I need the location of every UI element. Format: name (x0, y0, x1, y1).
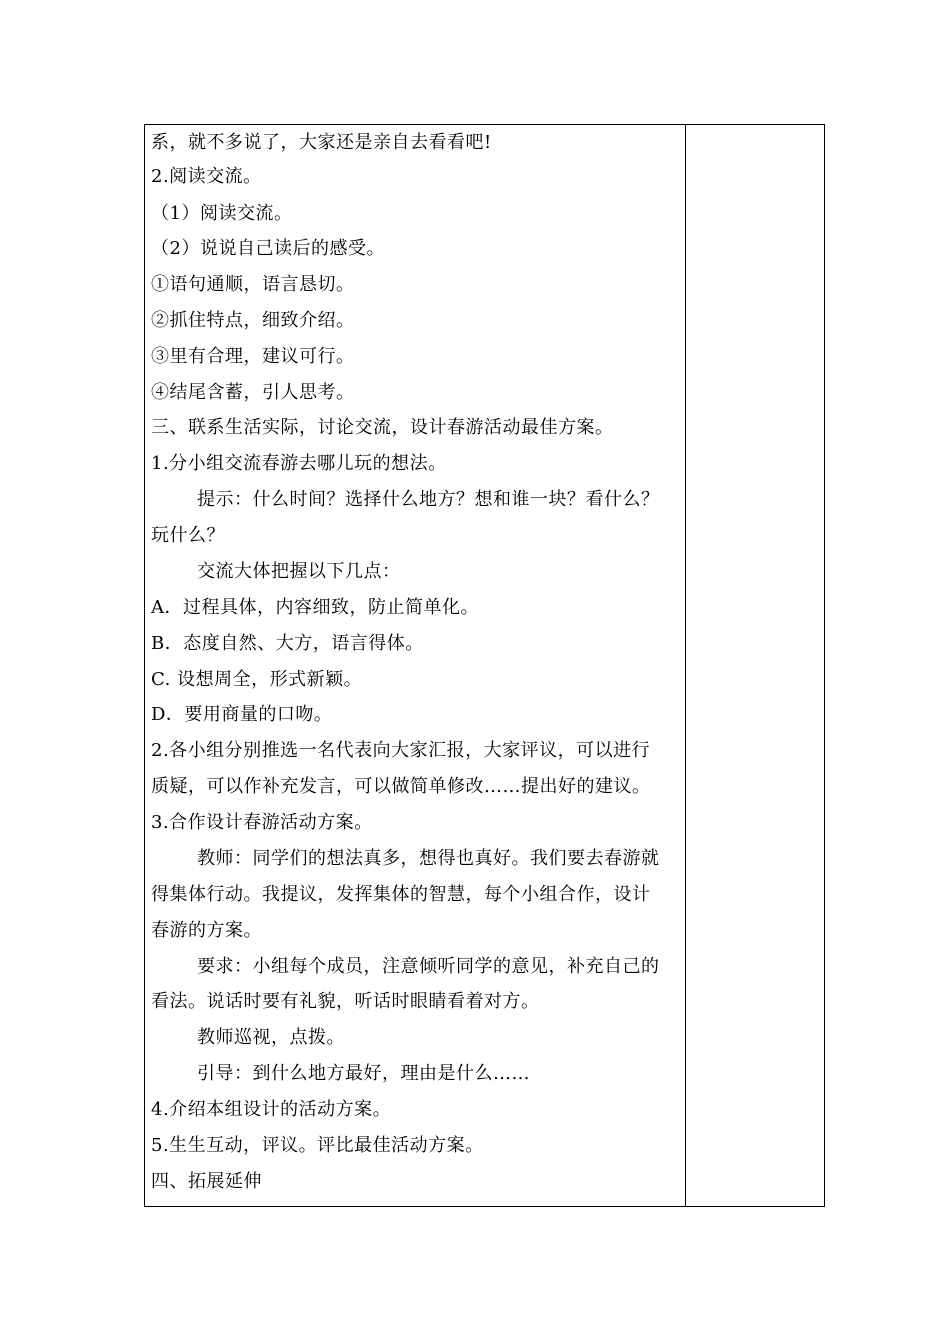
text-line: A．过程具体，内容细致，防止简单化。 (151, 597, 479, 618)
text-line: （2）说说自己读后的感受。 (151, 238, 385, 259)
text-line: 三、联系生活实际，讨论交流，设计春游活动最佳方案。 (151, 417, 614, 438)
notes-cell (686, 125, 824, 1206)
text-line: 3.合作设计春游活动方案。 (151, 812, 373, 833)
text-line: 1.分小组交流春游去哪儿玩的想法。 (151, 453, 447, 474)
text-line: ②抓住特点，细致介绍。 (151, 310, 355, 331)
text-line: 2.阅读交流。 (151, 166, 262, 187)
text-line: （1）阅读交流。 (151, 203, 293, 224)
text-line: 教师：同学们的想法真多，想得也真好。我们要去春游就 (197, 848, 660, 869)
text-line: 系，就不多说了，大家还是亲自去看看吧! (151, 132, 492, 153)
lesson-table (144, 124, 825, 1207)
text-line: 质疑，可以作补充发言，可以做简单修改……提出好的建议。 (151, 776, 651, 797)
text-line: 四、拓展延伸 (151, 1171, 262, 1192)
text-line: 玩什么？ (151, 525, 225, 546)
text-line: ④结尾含蓄，引人思考。 (151, 382, 355, 403)
text-line: ③里有合理，建议可行。 (151, 346, 355, 367)
text-line: 看法。说话时要有礼貌，听话时眼睛看着对方。 (151, 991, 540, 1012)
text-line: 5.生生互动，评议。评比最佳活动方案。 (151, 1135, 484, 1156)
text-line: 2.各小组分别推选一名代表向大家汇报，大家评议，可以进行 (151, 740, 651, 761)
text-line: 引导：到什么地方最好，理由是什么…… (197, 1063, 530, 1084)
text-line: 教师巡视，点拨。 (197, 1027, 345, 1048)
text-line: 提示：什么时间？选择什么地方？想和谁一块？看什么？ (197, 489, 660, 510)
text-line: C. 设想周全，形式新颖。 (151, 669, 363, 690)
text-line: D．要用商量的口吻。 (151, 704, 333, 725)
text-line: 要求：小组每个成员，注意倾听同学的意见，补充自己的 (197, 956, 660, 977)
text-line: B．态度自然、大方，语言得体。 (151, 633, 424, 654)
text-line: 交流大体把握以下几点： (197, 561, 401, 582)
text-line: ①语句通顺，语言恳切。 (151, 274, 355, 295)
text-line: 春游的方案。 (151, 920, 262, 941)
text-line: 得集体行动。我提议，发挥集体的智慧，每个小组合作，设计 (151, 884, 651, 905)
text-line: 4.介绍本组设计的活动方案。 (151, 1099, 392, 1120)
